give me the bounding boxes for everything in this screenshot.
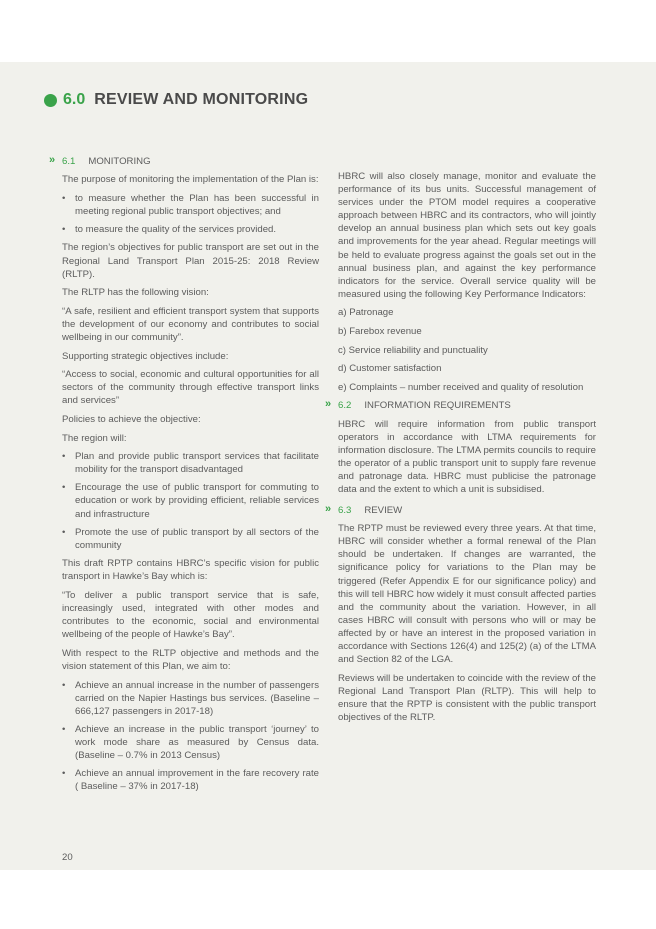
bullet-item: • Promote the use of public transport by all sectors of the community bbox=[62, 526, 319, 552]
chevron-icon: » bbox=[49, 154, 56, 166]
paragraph: The purpose of monitoring the implementation of the Plan is: bbox=[62, 174, 319, 186]
vision-quote: “A safe, resilient and efficient transport system that supports the development of our economy and contributes to social wellbeing in our community”. bbox=[62, 305, 319, 344]
objective-quote: “Access to social, economic and cultural opportunities for all sectors of the community through effective transport links and services” bbox=[62, 369, 319, 407]
paragraph: HBRC will require information from public transport operators in accordance with LTMA requirements for information disclosure. The LTMA permits councils to require the operator of a public transport unit to supply fare revenue and patronage data. HBRC must publicise the patronage data and the extent to which a unit is subsidised. bbox=[338, 418, 596, 495]
subsection-title: INFORMATION REQUIREMENTS bbox=[364, 400, 511, 412]
section-number: 6.0 bbox=[63, 91, 86, 108]
page-number: 20 bbox=[62, 852, 73, 863]
bullet-item: • to measure the quality of the services provided. bbox=[62, 223, 319, 236]
bullet-list bbox=[62, 450, 319, 552]
bullet-item: • Achieve an annual improvement in the fare recovery rate ( Baseline – 37% in 2017-18) bbox=[62, 767, 319, 793]
subsection-number: 6.1 bbox=[62, 156, 76, 167]
paragraph: The region will: bbox=[62, 432, 127, 444]
bullet-item: • Plan and provide public transport services that facilitate mobility for the transport disadvantaged bbox=[62, 450, 319, 476]
subsection-6-2-heading bbox=[325, 398, 596, 412]
section-bullet-icon bbox=[44, 94, 57, 107]
subsection-number: 6.3 bbox=[338, 505, 352, 517]
paragraph: HBRC will also closely manage, monitor and evaluate the performance of its bus units. Successful management of services under the PTOM model requires a cooperative approach between HBRC and its contractors, who will jointly develop an annual business plan which sets out key goals and improvements for the year ahead. Regular meetings will be held to evaluate progress against the goals set out in the annual business plan, and against the key performance indicators for the service. Overall service quality will be measured using the following Key Performance Indicators: bbox=[338, 171, 596, 300]
bullet-list bbox=[62, 679, 319, 794]
section-heading bbox=[44, 91, 308, 109]
bullet-item: • Encourage the use of public transport for commuting to education or work by providing efficient, reliable services and infrastructure bbox=[62, 481, 319, 520]
subsection-title: MONITORING bbox=[88, 156, 151, 167]
kpi-item: e) Complaints – number received and quality of resolution bbox=[338, 381, 584, 393]
kpi-item: d) Customer satisfaction bbox=[338, 363, 442, 375]
section-title: REVIEW AND MONITORING bbox=[94, 91, 309, 108]
paragraph: The region’s objectives for public transport are set out in the Regional Land Transport Plan 2015-25: 2018 Review (RLTP). bbox=[62, 242, 319, 280]
kpi-list bbox=[338, 306, 596, 393]
left-column bbox=[49, 154, 319, 799]
paragraph: With respect to the RLTP objective and methods and the vision statement of this Plan, we aim to: bbox=[62, 647, 319, 672]
bullet-item: • Achieve an annual increase in the number of passengers carried on the Napier Hastings bus services. (Baseline – 666,127 passengers in 2017-18) bbox=[62, 679, 319, 718]
paragraph: Supporting strategic objectives include: bbox=[62, 350, 229, 362]
kpi-item: b) Farebox revenue bbox=[338, 326, 422, 338]
subsection-number: 6.2 bbox=[338, 400, 352, 412]
subsection-title: REVIEW bbox=[364, 505, 403, 517]
paragraph: Policies to achieve the objective: bbox=[62, 414, 201, 425]
paragraph: Reviews will be undertaken to coincide with the review of the Regional Land Transport Plan (RLTP). This will help to ensure that the RPTP is consistent with the public transport objectives of the RLTP. bbox=[338, 672, 596, 723]
chevron-icon: » bbox=[325, 398, 332, 411]
chevron-icon: » bbox=[325, 503, 332, 516]
right-column bbox=[325, 170, 596, 730]
subsection-6-1-heading bbox=[49, 154, 319, 168]
vision-quote: “To deliver a public transport service that is safe, increasingly used, integrated with other modes and contributes to the economic, social and environmental wellbeing of the people of Hawke’s Bay”. bbox=[62, 590, 319, 641]
bullet-item: • Achieve an increase in the public transport ‘journey’ to work mode share as measured by Census data. (Baseline – 0.7% in 2013 Census) bbox=[62, 723, 319, 762]
bullet-item: • to measure whether the Plan has been successful in meeting regional public transport objectives; and bbox=[62, 192, 319, 218]
kpi-item: c) Service reliability and punctuality bbox=[338, 344, 488, 356]
paragraph: The RPTP must be reviewed every three years. At that time, HBRC will consider whether a formal renewal of the Plan should be undertaken. If changes are warranted, the significance policy for variations to the Plan may be triggered (Refer Appendix E for our significance policy) and this will tell HBRC how widely it must consult affected parties and the community about the variation. However, in all cases HBRC will consult with persons who will or may be affected by or have an interest in the proposed variation in accordance with Sections 126(4) and 125(2) (a) of the LTMA and Section 82 of the LGA. bbox=[338, 523, 596, 666]
paragraph: The RLTP has the following vision: bbox=[62, 287, 209, 299]
subsection-6-3-heading bbox=[325, 503, 596, 517]
bullet-list bbox=[62, 192, 319, 236]
paragraph: This draft RPTP contains HBRC’s specific vision for public transport in Hawke’s Bay which is: bbox=[62, 558, 319, 583]
kpi-item: a) Patronage bbox=[338, 307, 394, 319]
